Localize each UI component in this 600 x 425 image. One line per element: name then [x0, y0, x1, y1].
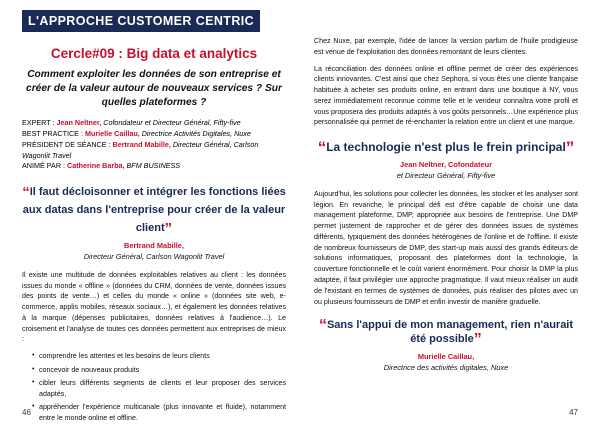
credit-name: Jean Neltner, [56, 118, 104, 128]
credit-line-best-practice [22, 129, 286, 140]
list-item: • concevoir de nouveaux produits [32, 365, 286, 376]
quote-open-icon: “ [22, 184, 30, 202]
credit-role: ANIMÉ PAR : [22, 161, 67, 171]
pull-quote-1-attribution [22, 241, 286, 262]
credits-block [22, 118, 286, 172]
page-number-left: 46 [22, 408, 31, 417]
credit-role: EXPERT : [22, 118, 57, 128]
list-item: • appréhender l'expérience multicanale (plus innovante et fluide), notamment entre le monde online et offline. [32, 402, 286, 424]
quote-author: Jean Neltner, Cofondateur [400, 160, 492, 170]
chapter-title: Cercle#09 : Big data et analytics [50, 46, 258, 61]
quote-open-icon: “ [317, 138, 327, 158]
pull-quote-2 [314, 138, 578, 158]
credit-desc: Cofondateur et Directeur Général, Fifty-five [103, 118, 241, 128]
credit-role: BEST PRACTICE : [22, 129, 85, 139]
pull-quote-1 [22, 182, 286, 236]
pull-quote-text: La technologie n'est plus le frein principal [326, 140, 566, 155]
quote-author: Murielle Caillau, [417, 351, 475, 361]
credit-name: Bertrand Mabille, [112, 139, 173, 149]
quote-author: Bertrand Mabille, [124, 241, 184, 251]
body-paragraph: Il existe une multitude de données exploitables relatives au client : les données issues du monde « offline » (données du CRM, données de vente, données issues des points de vente…) et celles du monde « online » (données site web, e-commerce, applis mobiles, réseaux sociaux…), et également les données relatives à la marque (dépenses publicitaires, données relatives à l'audience…). Le croisement et l'analyse de toutes ces données permettent aux entreprises de mieux : [22, 270, 286, 344]
quote-close-icon: ” [473, 331, 482, 349]
quote-author-role: Directrice des activités digitales, Nuxe [383, 362, 509, 372]
pull-quote-text: Il faut décloisonner et intégrer les fonctions liées aux datas dans l'entreprise pour créer de la valeur client [22, 186, 286, 235]
list-item: • cibler leurs différents segments de clients et leur proposer des services adaptés, [32, 378, 286, 400]
pull-quote-3-attribution [314, 352, 578, 373]
quote-close-icon: ” [164, 220, 173, 238]
credit-desc: Directrice Activités Digitales, Nuxe [141, 129, 251, 139]
credit-name: Catherine Barba, [67, 161, 127, 171]
page-number-right: 47 [569, 408, 578, 417]
credit-role: PRÉSIDENT DE SÉANCE : [22, 139, 113, 149]
quote-author-role: Directeur Général, Carlson Wagonlit Travel [83, 252, 225, 262]
quote-author-role: et Directeur Général, Fifty-five [396, 170, 496, 180]
pull-quote-3 [314, 319, 578, 347]
quote-open-icon: “ [318, 317, 327, 335]
credit-name: Murielle Caillau, [84, 129, 142, 139]
body-paragraph: Chez Nuxe, par exemple, l'idée de lancer la version parfum de l'huile prodigieuse est venue de l'exploitation des données remontant de leurs clientes. [314, 37, 578, 56]
body-paragraph: Aujourd'hui, les solutions pour collecter les données, les stocker et les analyser sont légion. En revanche, le principal défi est d'être capable de choisir une data management plateforme, DMP, appropriée aux besoins de l'entreprise. Une DMP permet justement de rapprocher et de gérer des données issues de systèmes différents, typiquement des données hétérogènes de l'online et de l'offline. Il existe de nombreux fournisseurs de DMP, des start-up mais aussi des grands éditeurs de solutions informatiques, proposant des plateformes dont la technologie, la couverture fonctionnelle et le coût varient énormément. Pour choisir la DMP la plus adaptée, il faut privilégier une approche pragmatique. Il vaut mieux réaliser un audit de l'existant en termes de systèmes de données, puis réaliser des pilotes avec un ou plusieurs fournisseurs de DMP et enfin investir de manière graduelle. [314, 189, 578, 306]
chapter-subtitle: Comment exploiter les données de son entreprise et créer de la valeur autour de nouveaux services ? Sur quelles plateformes ? [26, 69, 282, 108]
credit-desc: Directeur Général, Carlson Wagonlit Travel [22, 139, 259, 160]
right-column [300, 0, 600, 425]
body-paragraph: La réconciliation des données online et offline permet de créer des expériences clients innovantes. C'est ainsi que chez Sephora, si vous êtes une cliente française habituée à acheter ses produits online, en entrant dans une boutique à NY, vous serez immédiatement reconnue comme telle et le vendeur connaîtra votre profil et vous proposera des produits adaptés à vos goûts personnels…Une expérience plus personnalisée qui permet de ré-enchanter la relation entre un client et une marque. [314, 64, 578, 127]
benefits-list [22, 351, 286, 423]
pull-quote-text: Sans l'appui de mon management, rien n'aurait été possible [326, 319, 574, 346]
section-banner: L'APPROCHE CUSTOMER CENTRIC [22, 10, 260, 32]
quote-close-icon: ” [565, 138, 575, 158]
credit-line-president [22, 140, 286, 162]
credit-desc: BFM BUSINESS [126, 161, 181, 171]
credit-line-expert [22, 118, 286, 129]
pull-quote-2-attribution [314, 160, 578, 181]
credit-line-anime-par [22, 161, 286, 172]
list-item: • comprendre les attentes et les besoins de leurs clients [32, 351, 286, 362]
